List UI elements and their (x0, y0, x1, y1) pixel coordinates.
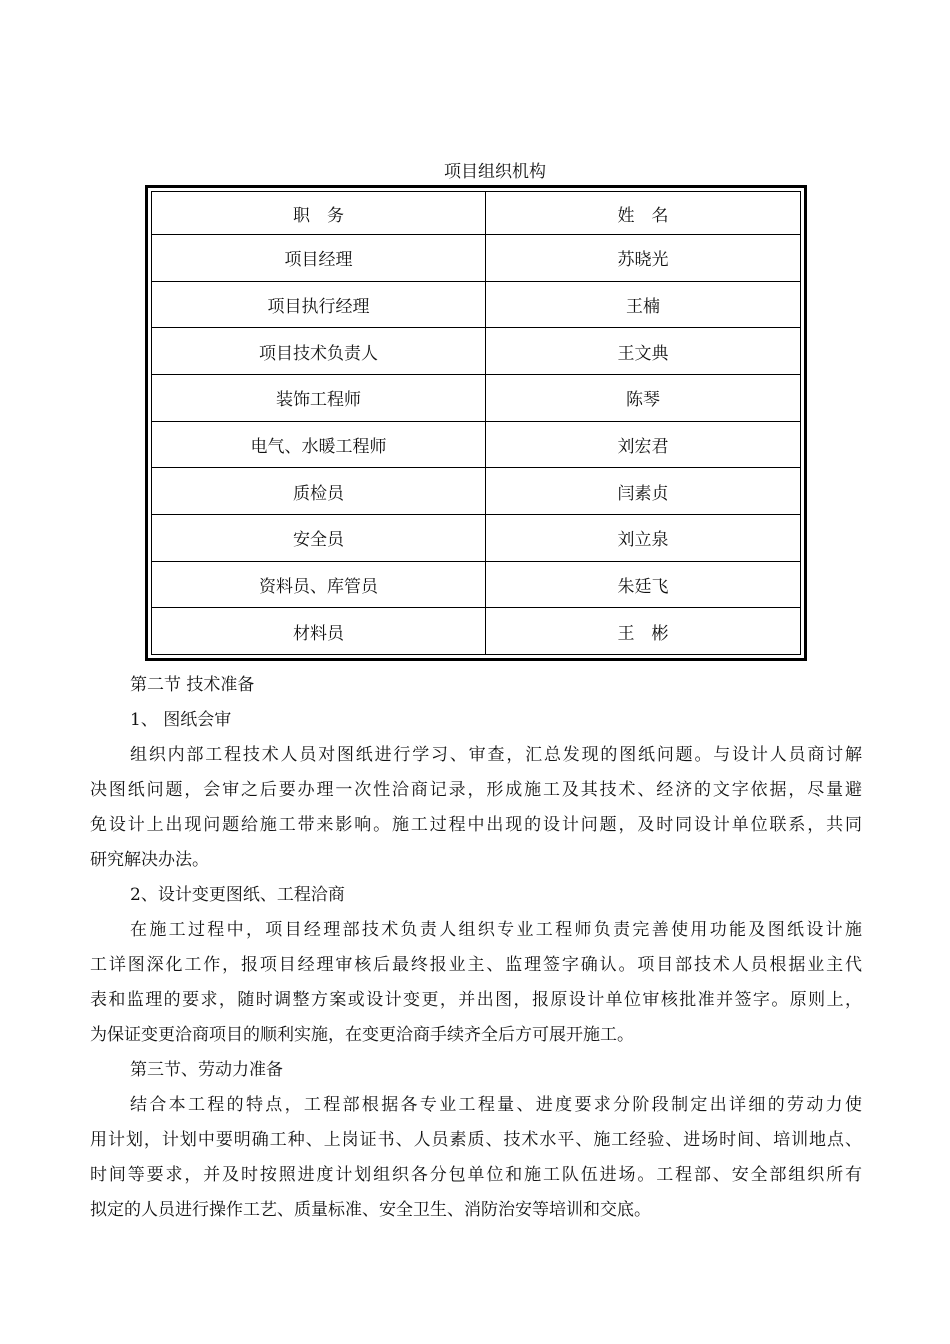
paragraph-line: 工详图深化工作，报项目经理审核后最终报业主、监理签字确认。项目部技术人员根据业主代 (90, 955, 862, 975)
role-cell: 项目执行经理 (152, 281, 486, 328)
section-heading: 第二节 技术准备 (130, 675, 255, 695)
table-row (152, 328, 801, 375)
table-row (152, 281, 801, 328)
header-name: 姓 名 (486, 192, 801, 235)
role-cell: 材料员 (152, 608, 486, 655)
org-table (151, 191, 801, 655)
role-cell: 安全员 (152, 514, 486, 561)
name-cell: 闫素贞 (486, 468, 801, 515)
paragraph-line: 时间等要求，并及时按照进度计划组织各分包单位和施工队伍进场。工程部、安全部组织所有 (90, 1165, 862, 1185)
org-table-frame (145, 185, 807, 661)
table-row (152, 608, 801, 655)
item-heading: 1、 图纸会审 (130, 710, 232, 730)
body-text (90, 668, 862, 1228)
table-row (152, 561, 801, 608)
name-cell: 王楠 (486, 281, 801, 328)
paragraph-line: 为保证变更洽商项目的顺利实施，在变更洽商手续齐全后方可展开施工。 (90, 1025, 634, 1045)
item-heading: 2、设计变更图纸、工程洽商 (130, 885, 345, 905)
name-cell: 苏晓光 (486, 235, 801, 282)
header-role: 职 务 (152, 192, 486, 235)
table-row (152, 421, 801, 468)
name-cell: 陈琴 (486, 374, 801, 421)
paragraph-line: 在施工过程中，项目经理部技术负责人组织专业工程师负责完善使用功能及图纸设计施 (130, 920, 862, 940)
table-row (152, 235, 801, 282)
name-cell: 王文典 (486, 328, 801, 375)
name-cell: 刘立泉 (486, 514, 801, 561)
name-cell: 刘宏君 (486, 421, 801, 468)
section-heading: 第三节、劳动力准备 (130, 1060, 283, 1080)
paragraph-line: 拟定的人员进行操作工艺、质量标准、安全卫生、消防治安等培训和交底。 (90, 1200, 651, 1220)
role-cell: 项目经理 (152, 235, 486, 282)
role-cell: 质检员 (152, 468, 486, 515)
table-row (152, 374, 801, 421)
paragraph-line: 研究解决办法。 (90, 850, 209, 870)
paragraph-line: 免设计上出现问题给施工带来影响。施工过程中出现的设计问题，及时同设计单位联系，共同 (90, 815, 862, 835)
table-title: 项目组织机构 (444, 162, 546, 182)
paragraph-line: 用计划，计划中要明确工种、上岗证书、人员素质、技术水平、施工经验、进场时间、培训地点、 (90, 1130, 862, 1150)
role-cell: 电气、水暖工程师 (152, 421, 486, 468)
role-cell: 项目技术负责人 (152, 328, 486, 375)
name-cell: 朱廷飞 (486, 561, 801, 608)
table-row (152, 468, 801, 515)
paragraph-line: 决图纸问题，会审之后要办理一次性洽商记录，形成施工及其技术、经济的文字依据，尽量避 (90, 780, 862, 800)
role-cell: 资料员、库管员 (152, 561, 486, 608)
paragraph-line: 结合本工程的特点，工程部根据各专业工程量、进度要求分阶段制定出详细的劳动力使 (130, 1095, 862, 1115)
table-row (152, 514, 801, 561)
paragraph-line: 表和监理的要求，随时调整方案或设计变更，并出图，报原设计单位审核批准并签字。原则上， (90, 990, 862, 1010)
role-cell: 装饰工程师 (152, 374, 486, 421)
paragraph-line: 组织内部工程技术人员对图纸进行学习、审查，汇总发现的图纸问题。与设计人员商讨解 (130, 745, 862, 765)
name-cell: 王 彬 (486, 608, 801, 655)
table-header-row (152, 192, 801, 235)
